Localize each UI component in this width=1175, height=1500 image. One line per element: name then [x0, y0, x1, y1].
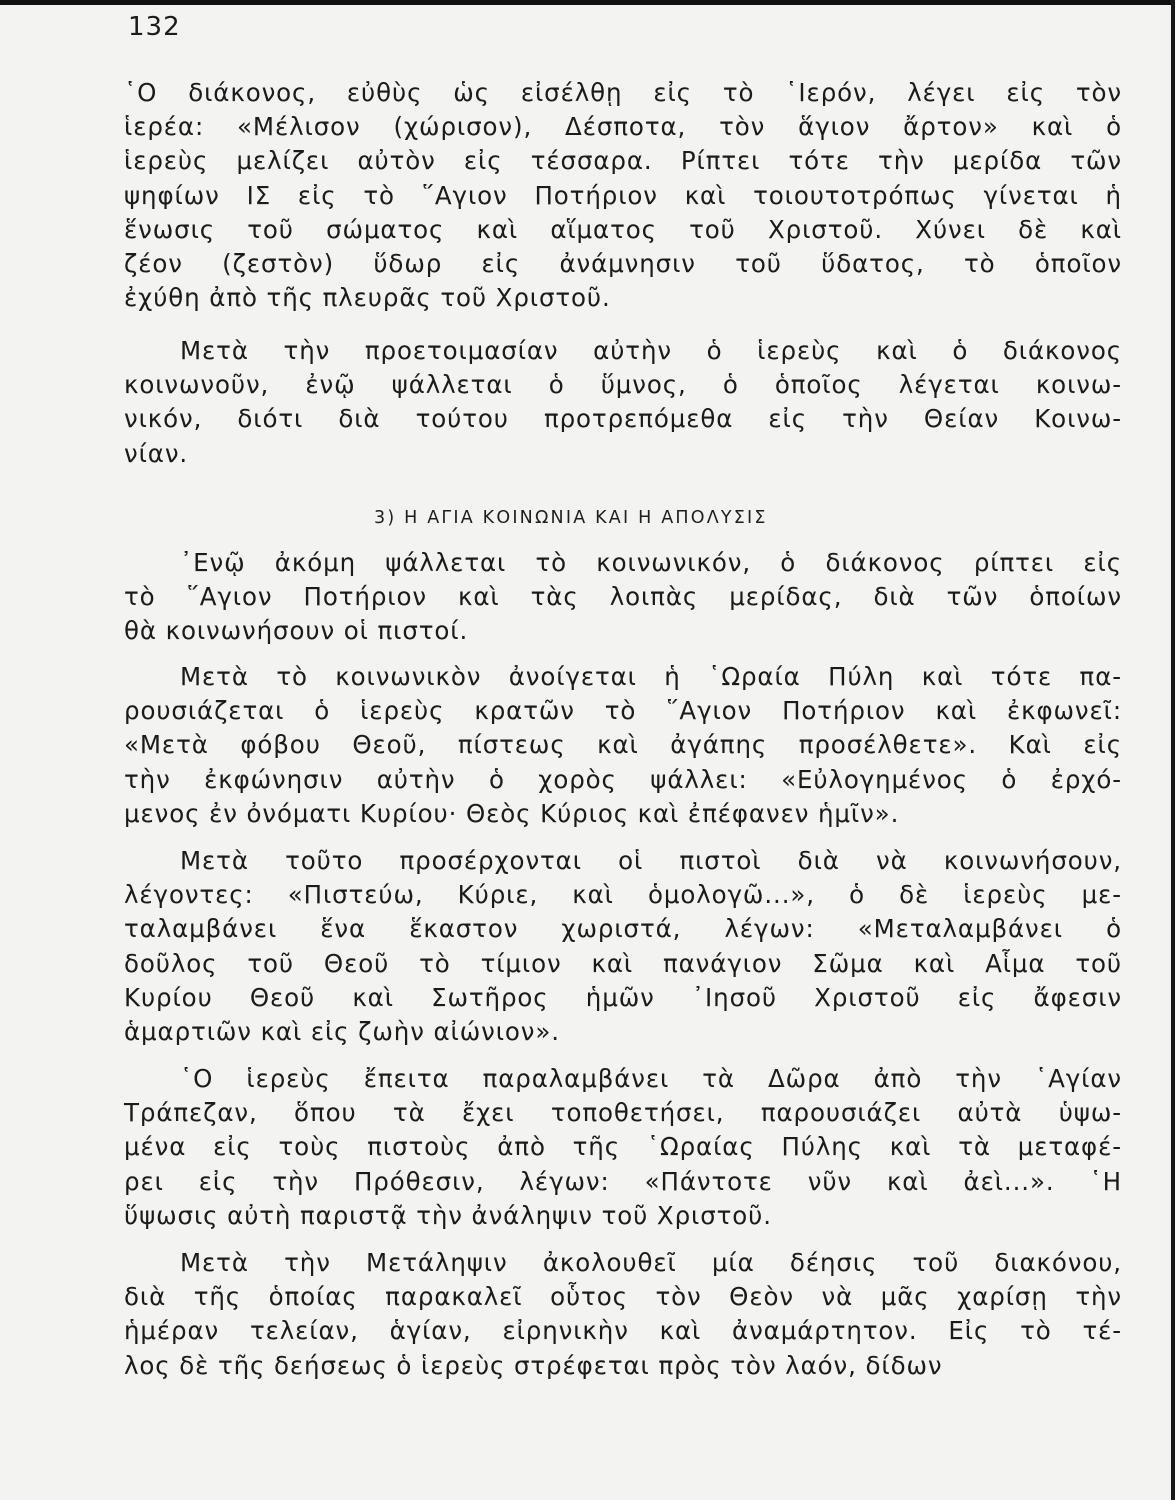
text-line: ζέον (ζεστὸν) ὕδωρ εἰς ἀνάμνησιν τοῦ ὕδατος, τὸ ὁποῖον	[124, 248, 1122, 278]
text-line: λέγοντες: «Πιστεύω, Κύριε, καὶ ὁμολογῶ...», ὁ δὲ ἱερεὺς με-	[124, 880, 1122, 910]
text-line: νικόν, διότι διὰ τούτου προτρεπόμεθα εἰς τὴν Θείαν Κοινω-	[124, 404, 1122, 434]
text-line: μενος ἐν ὀνόματι Κυρίου· Θεὸς Κύριος καὶ ἐπέφανεν ἡμῖν».	[124, 798, 900, 828]
scan-right-edge	[1171, 0, 1175, 1500]
text-line: κοινωνοῦν, ἐνῷ ψάλλεται ὁ ὕμνος, ὁ ὁποῖος λέγεται κοινω-	[124, 370, 1122, 400]
text-line: ᾿Ενῷ ἀκόμη ψάλλεται τὸ κοινωνικόν, ὁ διάκονος ρίπτει εἰς	[180, 548, 1122, 577]
section-heading: 3) Η ΑΓΙΑ ΚΟΙΝΩΝΙΑ ΚΑΙ Η ΑΠΟΛΥΣΙΣ	[374, 508, 768, 528]
text-line: τὴν ἐκφώνησιν αὐτὴν ὁ χορὸς ψάλλει: «Εὐλογημένος ὁ ἐρχό-	[124, 764, 1122, 794]
text-line: ρει εἰς τὴν Πρόθεσιν, λέγων: «Πάντοτε νῦν καὶ ἀεὶ...». ῾Η	[124, 1166, 1122, 1196]
scan-top-edge	[0, 0, 1175, 5]
text-line: Κυρίου Θεοῦ καὶ Σωτῆρος ἡμῶν ᾿Ιησοῦ Χριστοῦ εἰς ἄφεσιν	[124, 982, 1122, 1012]
text-line: Μετὰ τοῦτο προσέρχονται οἱ πιστοὶ διὰ νὰ κοινωνήσουν,	[180, 846, 1122, 875]
text-line: νίαν.	[124, 438, 189, 468]
text-line: ρουσιάζεται ὁ ἱερεὺς κρατῶν τὸ ῞Αγιον Ποτήριον καὶ ἐκφωνεῖ:	[124, 696, 1122, 726]
paragraph-3	[124, 546, 1122, 649]
text-line: ἱερέα: «Μέλισον (χώρισον), Δέσποτα, τὸν ἅγιον ἄρτον» καὶ ὁ	[124, 112, 1122, 142]
paragraph-1	[124, 76, 1122, 315]
text-line: Μετὰ τὸ κοινωνικὸν ἀνοίγεται ἡ ῾Ωραία Πύλη καὶ τότε πα-	[180, 662, 1122, 691]
paragraph-6	[124, 1062, 1122, 1233]
text-line: ταλαμβάνει ἕνα ἕκαστον χωριστά, λέγων: «Μεταλαμβάνει ὁ	[124, 914, 1122, 944]
text-line: ψηφίων ΙΣ εἰς τὸ ῞Αγιον Ποτήριον καὶ τοιουτοτρόπως γίνεται ἡ	[124, 180, 1122, 210]
paragraph-7	[124, 1246, 1122, 1383]
text-line: τὸ ῞Αγιον Ποτήριον καὶ τὰς λοιπὰς μερίδας, διὰ τῶν ὁποίων	[124, 582, 1122, 612]
text-line: λος δὲ τῆς δεήσεως ὁ ἱερεὺς στρέφεται πρὸς τὸν λαόν, δίδων	[124, 1350, 943, 1380]
text-line: Μετὰ τὴν προετοιμασίαν αὐτὴν ὁ ἱερεὺς καὶ ὁ διάκονος	[180, 336, 1122, 365]
text-line: δοῦλος τοῦ Θεοῦ τὸ τίμιον καὶ πανάγιον Σῶμα καὶ Αἷμα τοῦ	[124, 948, 1122, 978]
text-line: διὰ τῆς ὁποίας παρακαλεῖ οὗτος τὸν Θεὸν νὰ μᾶς χαρίσῃ τὴν	[124, 1282, 1122, 1312]
text-line: ἁμαρτιῶν καὶ εἰς ζωὴν αἰώνιον».	[124, 1016, 560, 1046]
text-line: μένα εἰς τοὺς πιστοὺς ἀπὸ τῆς ῾Ωραίας Πύλης καὶ τὰ μεταφέ-	[124, 1132, 1122, 1162]
text-line: ἕνωσις τοῦ σώματος καὶ αἵματος τοῦ Χριστοῦ. Χύνει δὲ καὶ	[124, 214, 1122, 244]
text-line: ῾Ο διάκονος, εὐθὺς ὡς εἰσέλθῃ εἰς τὸ ῾Ιερόν, λέγει εἰς τὸν	[124, 78, 1122, 107]
text-line: ὕψωσις αὐτὴ παριστᾷ τὴν ἀνάληψιν τοῦ Χριστοῦ.	[124, 1200, 772, 1230]
text-line: Τράπεζαν, ὅπου τὰ ἔχει τοποθετήσει, παρουσιάζει αὐτὰ ὑψω-	[124, 1098, 1122, 1128]
paragraph-2	[124, 334, 1122, 471]
text-line: ῾Ο ἱερεὺς ἔπειτα παραλαμβάνει τὰ Δῶρα ἀπὸ τὴν ῾Αγίαν	[180, 1064, 1122, 1093]
page-number: 132	[128, 12, 181, 42]
paragraph-5	[124, 844, 1122, 1049]
text-line: «Μετὰ φόβου Θεοῦ, πίστεως καὶ ἀγάπης προσέλθετε». Καὶ εἰς	[124, 730, 1122, 760]
text-line: θὰ κοινωνήσουν οἱ πιστοί.	[124, 616, 469, 646]
text-line: Μετὰ τὴν Μετάληψιν ἀκολουθεῖ μία δέησις τοῦ διακόνου,	[180, 1248, 1122, 1277]
text-line: ἡμέραν τελείαν, ἁγίαν, εἰρηνικὴν καὶ ἀναμάρτητον. Εἰς τὸ τέ-	[124, 1316, 1122, 1346]
paragraph-4	[124, 660, 1122, 831]
text-line: ἱερεὺς μελίζει αὐτὸν εἰς τέσσαρα. Ρίπτει τότε τὴν μερίδα τῶν	[124, 146, 1122, 176]
text-line: ἐχύθη ἀπὸ τῆς πλευρᾶς τοῦ Χριστοῦ.	[124, 283, 611, 313]
